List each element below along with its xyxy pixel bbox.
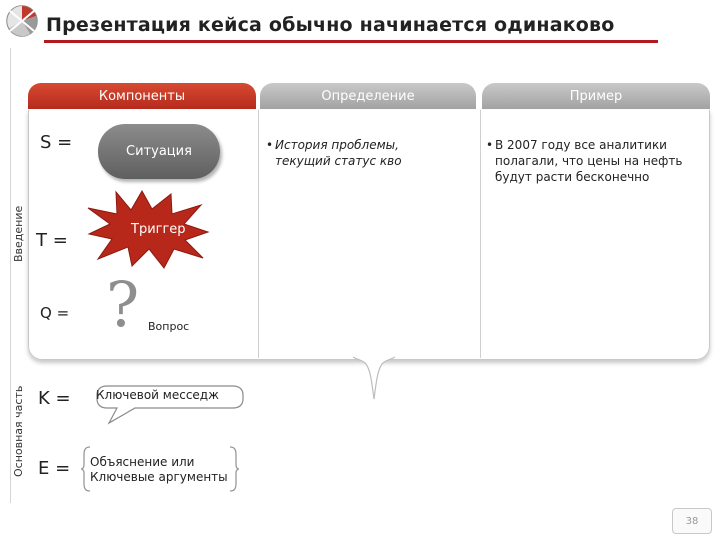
column-divider-right: [480, 110, 481, 358]
header-components-label: Компоненты: [98, 88, 186, 104]
header-example-label: Пример: [569, 88, 623, 104]
left-rule: [10, 48, 11, 503]
explanation-text: [90, 455, 228, 485]
side-label-main: Основная часть: [12, 385, 25, 477]
header-components: [28, 83, 256, 109]
letter-t: T =: [36, 230, 68, 251]
example-bullet: [486, 137, 682, 185]
explanation-line-2: Ключевые аргументы: [90, 470, 228, 484]
explanation-line-1: Объяснение или: [90, 455, 195, 469]
question-label: Вопрос: [148, 320, 190, 333]
slide-title: Презентация кейса обычно начинается одинаково: [46, 14, 615, 36]
definition-bullet: [266, 137, 402, 169]
situation-shape: [98, 124, 220, 179]
question-mark-icon: ?: [106, 268, 140, 341]
example-line-2: полагали, что цены на нефть: [495, 154, 683, 168]
trigger-label: Триггер: [131, 222, 186, 237]
header-definition-label: Определение: [321, 88, 415, 104]
key-message-label: Ключевой месседж: [96, 388, 219, 402]
definition-line-2: текущий статус кво: [275, 154, 402, 168]
example-line-1: • В 2007 году все аналитики: [495, 138, 667, 152]
company-logo: [4, 4, 44, 38]
page-number: 38: [672, 508, 712, 534]
side-label-intro: Введение: [12, 205, 25, 262]
letter-s: S =: [40, 132, 73, 153]
header-definition: [260, 83, 476, 109]
title-underline: [44, 40, 658, 43]
panel-pointer-shape: [352, 355, 396, 401]
letter-q: Q =: [40, 304, 70, 322]
letter-e: E =: [38, 458, 71, 479]
column-divider-left: [258, 110, 259, 358]
letter-k: K =: [38, 388, 71, 409]
header-example: [482, 83, 710, 109]
example-line-3: будут расти бесконечно: [495, 170, 650, 184]
definition-line-1: • История проблемы,: [275, 138, 399, 152]
situation-label: Ситуация: [126, 144, 192, 159]
